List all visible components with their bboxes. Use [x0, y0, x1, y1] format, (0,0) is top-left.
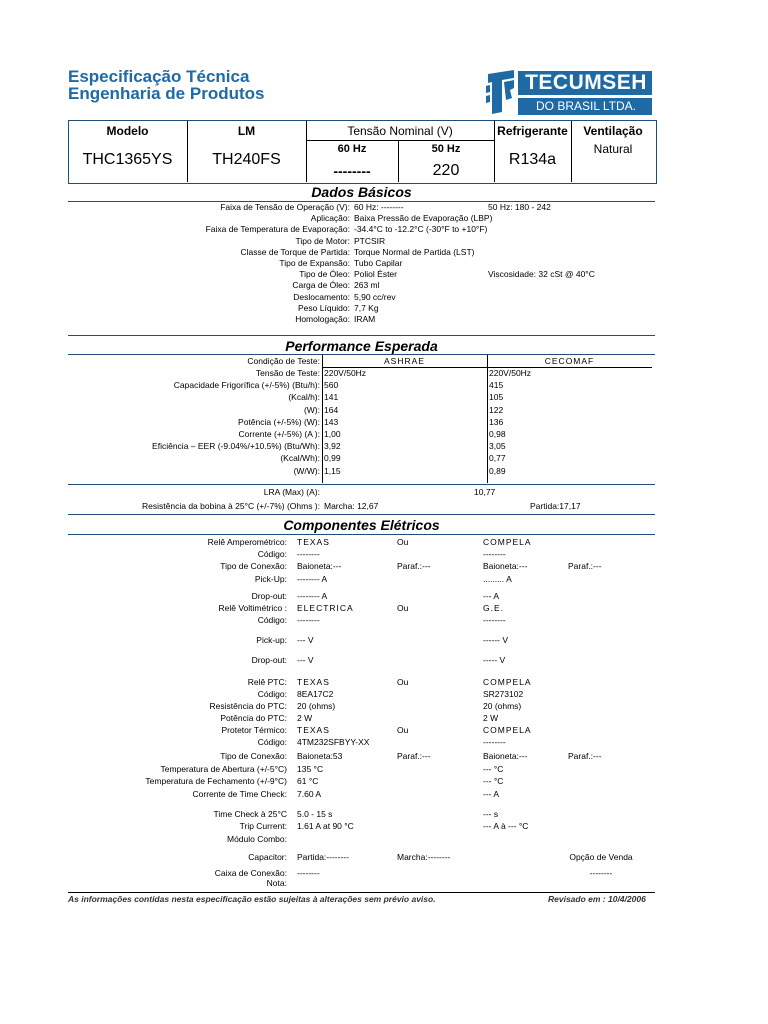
perf-row-ashrae: 3,92: [324, 441, 341, 452]
footer-revised: Revisado em : 10/4/2006: [548, 894, 646, 904]
comp-row-label: Drop-out:: [251, 655, 287, 665]
dados-row-label: Classe de Torque de Partida:: [240, 246, 350, 257]
perf-row-cecomaf: 105: [489, 392, 504, 403]
comp-row-value-d2: --------: [589, 868, 613, 878]
dados-row-label: Faixa de Temperatura de Evaporação:: [205, 224, 350, 235]
comp-row-value-a: --- V: [297, 635, 314, 645]
perf-row-ashrae: 1,15: [324, 465, 341, 476]
comp-row-value-a: TEXAS: [297, 537, 330, 547]
perf-row-label: (Kcal/h):: [288, 392, 320, 403]
comp-row-value-a: 135 °C: [297, 764, 324, 774]
comp-row-value-c: --------: [483, 737, 506, 747]
comp-row-label: Temperatura de Fechamento (+/-9°C): [145, 776, 287, 786]
perf-row-cecomaf: 0,89: [489, 465, 506, 476]
comp-row-label: Código:: [257, 689, 287, 699]
comp-row-value-c: COMPELA: [483, 537, 532, 547]
resistencia-partida: Partida:17,17: [530, 501, 581, 511]
perf-row-cecomaf: 3,05: [489, 441, 506, 452]
comp-row-label: Corrente de Time Check:: [192, 789, 287, 799]
comp-row-value-a: -------- A: [297, 591, 328, 601]
tecumseh-logo: [484, 68, 656, 118]
perf-row-cecomaf: 415: [489, 380, 504, 391]
perf-cond-label: Condição de Teste:: [247, 356, 320, 366]
perf-row-ashrae: 560: [324, 380, 339, 391]
comp-row-value-a: --------: [297, 615, 320, 625]
footer-disclaimer: As informações contidas nesta especificação estão sujeitas à alterações sem prévio aviso.: [68, 894, 436, 904]
header-ventilacao: Ventilação: [583, 124, 643, 138]
comp-row-value-a: --- V: [297, 655, 314, 665]
perf-row-ashrae: 0,99: [324, 453, 341, 464]
comp-row-label: Potência do PTC:: [220, 713, 287, 723]
comp-row-or: Ou: [397, 725, 409, 735]
comp-row-value-a: 4TM232SFBYY-XX: [297, 737, 370, 747]
section-componentes: Componentes Elétricos: [283, 517, 440, 533]
comp-row-value-a: Baioneta:---: [297, 561, 342, 571]
comp-row-value-c: --- A: [483, 591, 500, 601]
comp-row-label: Time Check à 25°C: [213, 809, 287, 819]
comp-row-value-c: Baioneta:---: [483, 561, 528, 571]
comp-row-label: Relê PTC:: [247, 677, 287, 687]
dados-row-label: Aplicação:: [310, 213, 350, 224]
logo-brand: TECUMSEH: [525, 71, 647, 94]
comp-row-value-c: COMPELA: [483, 725, 532, 735]
comp-row-label: Código:: [257, 615, 287, 625]
dados-row-extra: Viscosidade: 32 cSt @ 40°C: [488, 269, 595, 280]
comp-row-value-a: 1.61 A at 90 °C: [297, 821, 354, 831]
comp-row-value-c: --- °C: [483, 776, 504, 786]
perf-row-label: Potência (+/-5%) (W):: [238, 416, 320, 427]
comp-row-value-c: SR273102: [483, 689, 524, 699]
dados-row-label: Tipo de Motor:: [295, 235, 350, 246]
comp-row-value-a: TEXAS: [297, 677, 330, 687]
header-modelo: Modelo: [106, 124, 149, 138]
dados-row-label: Tipo de Expansão:: [279, 258, 350, 268]
comp-row-value-c: --- s: [483, 809, 499, 819]
comp-row-value-c: --------: [483, 615, 506, 625]
comp-row-label: Temperatura de Abertura (+/-5°C): [160, 764, 287, 774]
comp-row-value-c: ------ V: [483, 635, 509, 645]
comp-row-or: Marcha:--------: [397, 852, 451, 862]
perf-cecomaf-header: CECOMAF: [544, 356, 595, 366]
dados-row-value: 263 ml: [354, 280, 380, 291]
section-performance: Performance Esperada: [285, 338, 438, 354]
perf-row-ashrae: 164: [324, 404, 339, 415]
comp-row-value-c: --- A: [483, 789, 500, 799]
comp-row-value-c: COMPELA: [483, 677, 532, 687]
dados-row-label: Deslocamento:: [293, 291, 350, 302]
dados-row-label: Carga de Óleo:: [292, 280, 350, 291]
ventilacao-value: Natural: [593, 142, 633, 156]
dados-row-value: Poliol Éster: [354, 269, 397, 280]
comp-row-label: Tipo de Conexão:: [220, 751, 287, 761]
comp-row-value-c: Baioneta:---: [483, 751, 528, 761]
dados-row-label: Faixa de Tensão de Operação (V):: [220, 202, 350, 212]
comp-row-value-a: Partida:--------: [297, 852, 349, 862]
comp-row-value-c: ......... A: [483, 574, 512, 584]
comp-row-label: Tipo de Conexão:: [220, 561, 287, 571]
dados-row-value: 7,7 Kg: [354, 302, 379, 313]
perf-row-label: Corrente (+/-5%) (A ):: [238, 429, 320, 439]
perf-row-ashrae: 1,00: [324, 429, 341, 439]
header-60hz: 60 Hz: [337, 143, 367, 155]
comp-row-value-c: --- °C: [483, 764, 504, 774]
lra-label: LRA (Max) (A):: [263, 487, 320, 497]
dados-row-value: Tubo Capilar: [354, 258, 403, 268]
comp-row-value-c: --------: [483, 549, 506, 559]
perf-row-ashrae: 143: [324, 416, 339, 427]
dados-row-value: Baixa Pressão de Evaporação (LBP): [354, 213, 493, 224]
comp-row-value-a: 8EA17C2: [297, 689, 334, 699]
comp-row-value-c: G.E.: [483, 603, 505, 613]
comp-row-label: Caixa de Conexão:: [214, 868, 287, 878]
comp-row-label: Código:: [257, 549, 287, 559]
dados-row-label: Tipo de Óleo:: [299, 269, 350, 280]
comp-row-label: Pick-Up:: [254, 574, 287, 584]
perf-row-ashrae: 141: [324, 392, 339, 403]
comp-row-label: Relê Amperométrico:: [207, 537, 287, 547]
comp-row-label: Drop-out:: [251, 591, 287, 601]
dados-row-value: IRAM: [354, 314, 376, 324]
comp-row-label: Pick-up:: [256, 635, 287, 645]
comp-row-or: Ou: [397, 677, 409, 687]
comp-row-value-a: Baioneta:53: [297, 751, 343, 761]
comp-row-value-c: 20 (ohms): [483, 701, 522, 711]
comp-row-label: Relê Voltimétrico :: [218, 603, 287, 613]
perf-row-cecomaf: 0,98: [489, 429, 506, 439]
comp-row-value-c: 2 W: [483, 713, 499, 723]
comp-row-value-a: 7.60 A: [297, 789, 322, 799]
resistencia-marcha: Marcha: 12,67: [324, 501, 379, 511]
comp-row-label: Trip Current:: [239, 821, 287, 831]
dados-row-value: PTCSIR: [354, 235, 386, 246]
lm-value: TH240FS: [212, 151, 281, 168]
refrigerante-value: R134a: [508, 151, 557, 168]
comp-row-label: Módulo Combo:: [226, 834, 287, 844]
header-lm: LM: [237, 124, 256, 138]
comp-row-value-a: -------- A: [297, 574, 328, 584]
dados-row-value: -34.4°C to -12.2°C (-30°F to +10°F): [354, 224, 488, 235]
doc-title-line1: Especificação Técnica: [68, 67, 250, 86]
comp-row-label: Capacitor:: [248, 852, 287, 862]
comp-row-value-d: Paraf.:---: [568, 561, 602, 571]
perf-row-label: Tensão de Teste:: [255, 368, 320, 378]
comp-row-or: Paraf.:---: [397, 751, 431, 761]
doc-title-line2: Engenharia de Produtos: [68, 84, 265, 103]
comp-row-or: Ou: [397, 537, 409, 547]
comp-row-label: Código:: [257, 737, 287, 747]
dados-row-label: Homologação:: [295, 314, 350, 324]
dados-row-value: Torque Normal de Partida (LST): [354, 246, 475, 257]
modelo-value: THC1365YS: [82, 151, 173, 168]
perf-row-cecomaf: 220V/50Hz: [489, 368, 532, 378]
comp-row-or: Ou: [397, 603, 409, 613]
header-tensao: Tensão Nominal (V): [347, 124, 453, 138]
comp-row-value-a: 20 (ohms): [297, 701, 336, 711]
perf-row-ashrae: 220V/50Hz: [324, 368, 367, 378]
dados-row-value: 5,90 cc/rev: [354, 291, 396, 302]
perf-row-cecomaf: 0,77: [489, 453, 506, 464]
comp-row-value-a: --------: [297, 549, 320, 559]
perf-row-label: (W):: [303, 404, 320, 415]
v60-value: --------: [333, 163, 371, 179]
comp-row-label: Resistência do PTC:: [209, 701, 287, 711]
resistencia-label: Resistência da bobina à 25°C (+/-7%) (Ohms ):: [142, 501, 320, 511]
v50-value: 220: [432, 162, 460, 179]
comp-row-value-a: TEXAS: [297, 725, 330, 735]
lra-value: 10,77: [474, 487, 496, 497]
perf-row-cecomaf: 122: [489, 404, 504, 415]
perf-row-cecomaf: 136: [489, 416, 504, 427]
header-50hz: 50 Hz: [431, 143, 461, 155]
comp-row-value-d: Paraf.:---: [568, 751, 602, 761]
dados-row-extra: 50 Hz: 180 - 242: [488, 202, 551, 212]
comp-row-value-a: 61 °C: [297, 776, 319, 786]
dados-row-value: 60 Hz: --------: [354, 202, 404, 212]
perf-row-label: (W/W):: [293, 465, 320, 476]
comp-row-value-c: ----- V: [483, 655, 506, 665]
perf-row-label: Eficiência – EER (-9.04%/+10.5%) (Btu/Wh):: [152, 441, 320, 452]
header-refrigerante: Refrigerante: [497, 124, 568, 138]
perf-row-label: Capacidade Frigorífica (+/-5%) (Btu/h):: [173, 380, 320, 391]
comp-row-label: Protetor Térmico:: [221, 725, 287, 735]
comp-row-value-a: --------: [297, 868, 320, 878]
logo-sub: DO BRASIL LTDA.: [535, 99, 637, 113]
comp-row-value-a: ELECTRICA: [297, 603, 354, 613]
comp-row-value-a: 5.0 - 15 s: [297, 809, 333, 819]
perf-ashrae-header: ASHRAE: [384, 356, 425, 366]
comp-row-value-a: 2 W: [297, 713, 313, 723]
comp-row-or: Paraf.:---: [397, 561, 431, 571]
comp-row-value-c: --- A à --- °C: [483, 821, 529, 831]
comp-row-value-d2: Opção de Venda: [569, 852, 633, 862]
section-dados-basicos: Dados Básicos: [311, 184, 412, 200]
comp-row-label: Nota:: [266, 878, 287, 888]
dados-row-label: Peso Líquido:: [298, 302, 350, 313]
perf-row-label: (Kcal/Wh):: [280, 453, 320, 464]
